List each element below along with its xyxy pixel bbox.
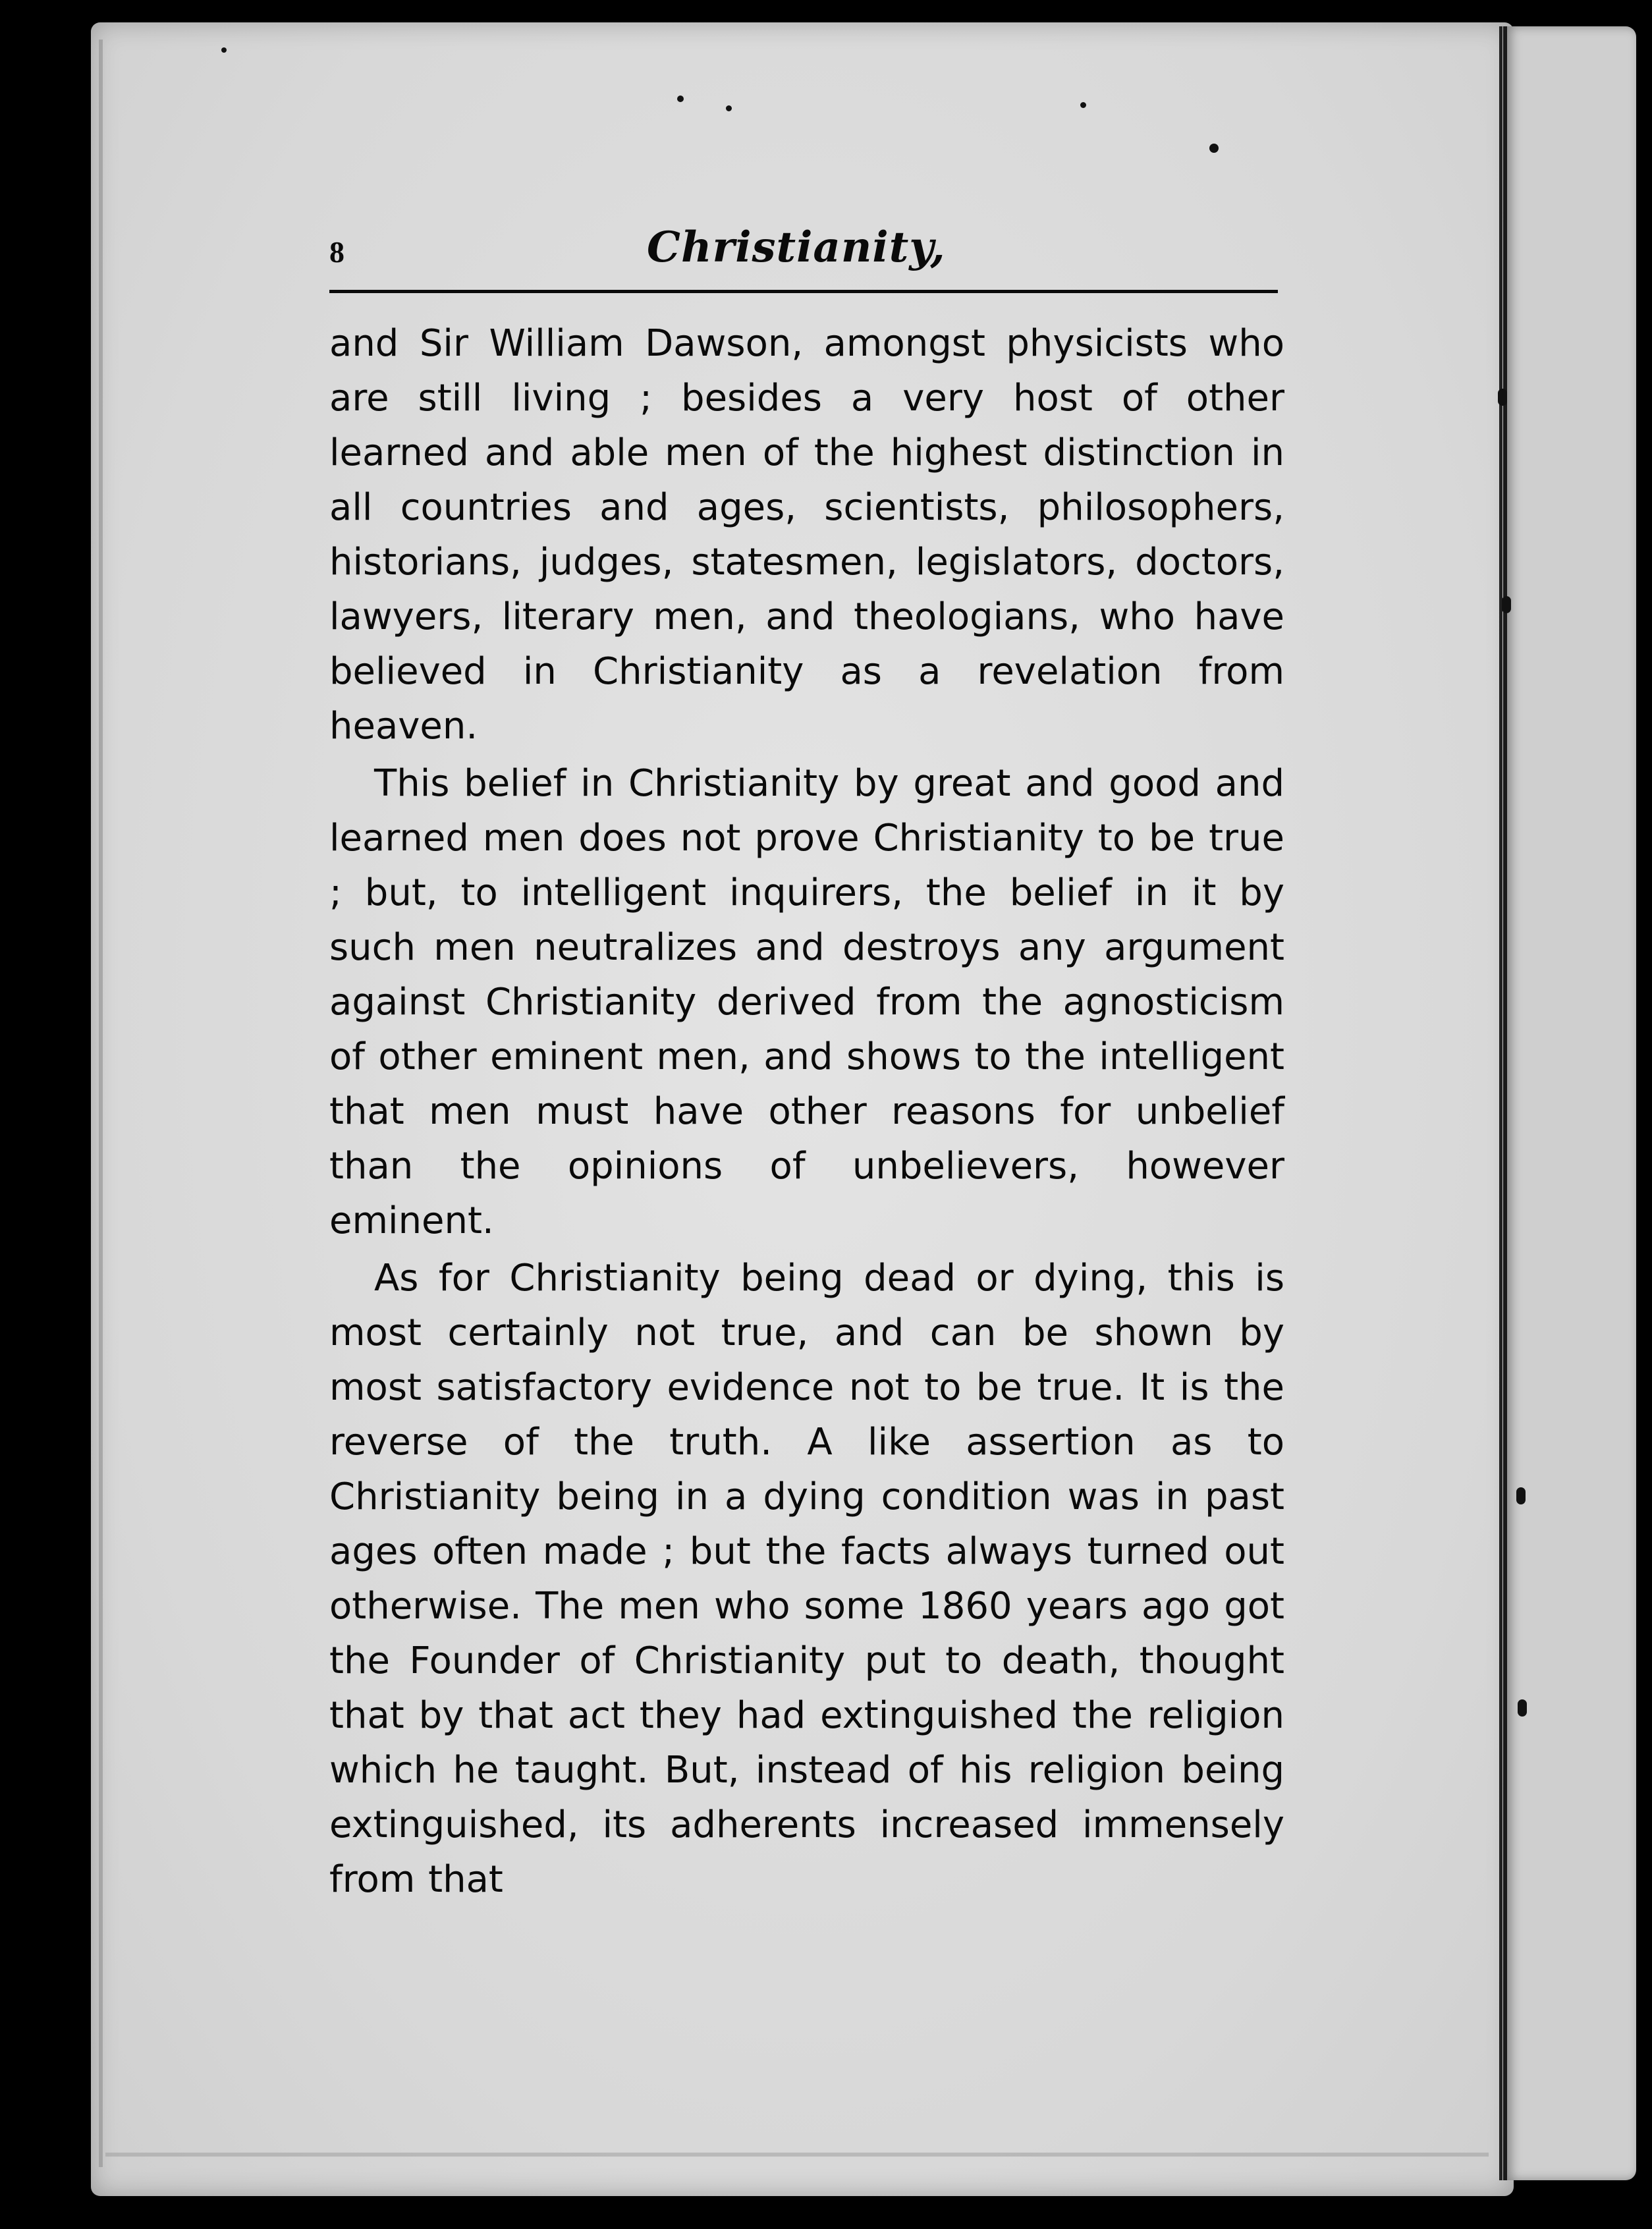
running-title: Christianity, <box>647 223 946 272</box>
scan-speck <box>1080 102 1086 108</box>
running-head <box>329 223 1278 282</box>
gutter-mark <box>1516 1487 1526 1504</box>
body-text <box>329 316 1284 1910</box>
paragraph-1: and Sir William Dawson, amongst physicists who are still living ; besides a very host of other learned and able men of the highest distinction in all countries and ages, scientists, philosophers, historians, judges, statesmen, legislators, doctors, lawyers, literary men, and theologians, who have believed in Christianity as a revelation from heaven. <box>329 322 1284 748</box>
binding-gutter <box>1499 26 1502 2180</box>
scan-speck <box>677 96 684 102</box>
gutter-mark <box>1518 1699 1527 1717</box>
scan-speck <box>726 105 732 111</box>
page-bottom-edge <box>105 2153 1489 2157</box>
gutter-mark <box>1502 596 1511 613</box>
gutter-mark <box>1498 389 1507 406</box>
paragraph-3: As for Christianity being dead or dying, this is most certainly not true, and can be shown by most satisfactory evidence not to be true. It is the reverse of the truth. A like assertion as to Christianity being in a dying condition was in past ages often made ; but the facts always turned out otherwise. The men who some 1860 years ago got the Founder of Christianity put to death, thought that by that act they had extinguished the religion which he taught. But, instead of his religion being extinguished, its adherents increased immensely from that <box>329 1257 1284 1901</box>
header-rule <box>329 290 1278 293</box>
page-number: 8 <box>329 235 344 269</box>
page-left-edge <box>99 40 103 2167</box>
scan-speck <box>1209 144 1219 153</box>
adjacent-page-edge <box>1503 26 1636 2180</box>
scan-speck <box>221 47 227 53</box>
paragraph-2: This belief in Christianity by great and good and learned men does not prove Christianity to be true ; but, to intelligent inquirers, the belief in it by such men neutralizes and destroys any argument against Christianity derived from the agnosticism of other eminent men, and shows to the intelligent that men must have other reasons for unbelief than the opinions of unbelievers, however eminent. <box>329 762 1284 1242</box>
